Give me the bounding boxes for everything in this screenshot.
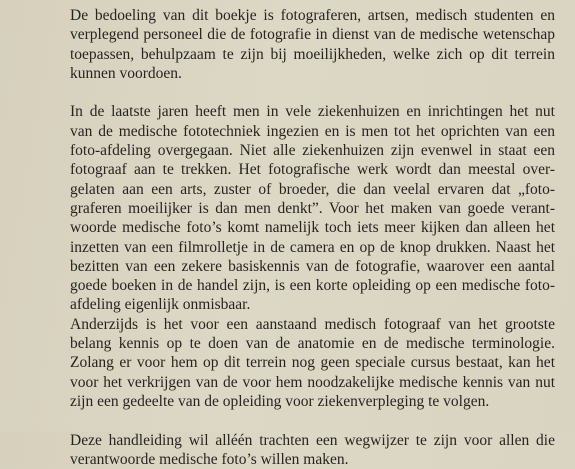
text-line: inzetten van een filmrolletje in de camera en op de knop drukken. Naast het [70,238,555,256]
text-line: afdeling eigenlijk onmisbaar. [70,296,251,314]
paragraph-guide [70,431,555,469]
text-line: gelaten aan een arts, zuster of broeder, die dan veelal ervaren dat „foto- [70,180,555,198]
text-line: van de medische fototechniek ingezien en is men tot het oprichten van een [70,122,555,140]
text-line: foto-afdeling overgegaan. Niet alle ziekenhuizen zijn evenwel in staat een [70,142,555,160]
text-line: belang kennis op te doen van de anatomie en de medische terminologie. [70,335,555,353]
text-line: Deze handleiding wil alléén trachten een wegwijzer te zijn voor allen die [70,431,555,449]
text-line: verantwoorde medische foto’s willen maken. [70,450,349,468]
text-line: Anderzijds is het voor een aanstaand medisch fotograaf van het grootste [70,315,555,333]
text-line: zijn een gedeelte van de opleiding voor ziekenverpleging te volgen. [70,392,490,410]
text-line: fotograaf aan te trekken. Het fotografische werk wordt dan meestal over- [70,161,555,179]
text-line: De bedoeling van dit boekje is fotograferen, artsen, medisch studenten en [70,7,555,24]
paragraph-purpose [70,6,555,83]
text-line: kunnen voordoen. [70,64,182,82]
paragraph-training [70,315,555,411]
text-line: voor het verkrijgen van de voor hem noodzakelijke medische kennis van nut [70,373,555,391]
text-line: Zolang er voor hem op dit terrein nog geen speciale cursus bestaat, kan het [70,354,555,372]
text-line: verplegend personeel die de fotografie in dienst van de medische wetenschap [70,26,555,44]
text-line: In de laatste jaren heeft men in vele ziekenhuizen en inrichtingen het nut [70,103,555,121]
text-line: bezitten van een zekere basiskennis van de fotografie, waarover een aantal [70,257,555,275]
text-line: toepassen, behulpzaam te zijn bij moeilijkheden, welke zich op dit terrein [70,45,555,63]
paragraph-background [70,102,555,314]
text-line: woorde medische foto’s komt namelijk toch iets meer kijken dan alleen het [70,219,555,237]
text-line: graferen moeilijker is dan men denkt”. Voor het maken van goede verant- [70,199,555,217]
text-line: goede boeken in de handel zijn, is een korte opleiding op een medische foto- [70,277,555,295]
